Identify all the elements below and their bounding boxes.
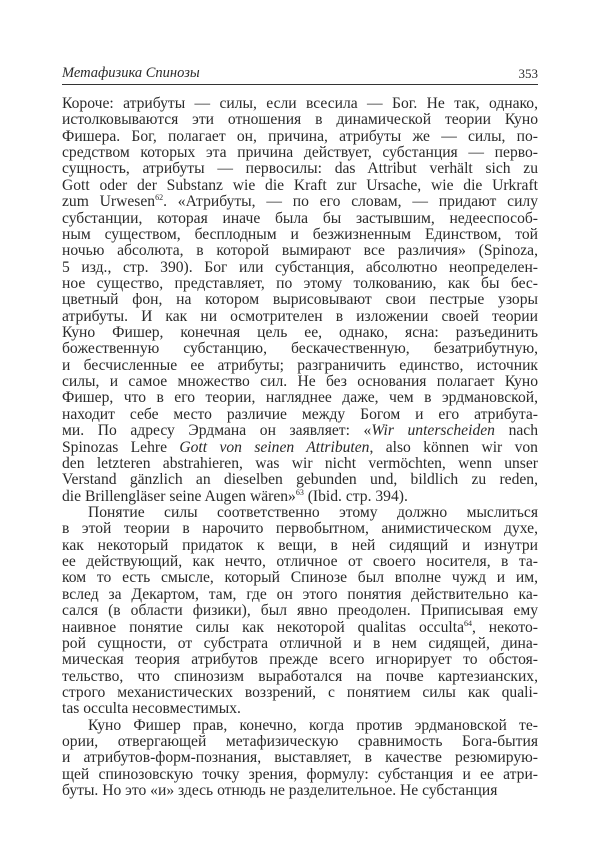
text-segment: ком то есть смысле, который Спинозе был вполне чужд и им, [62, 569, 538, 587]
text-segment: средством которых эта причина действует, субстанция — перво- [62, 144, 538, 162]
text-segment: Verstand gänzlich an dieselben gebunden und, bildlich zu reden, [62, 471, 538, 489]
text-line [62, 570, 538, 586]
text-segment: Фишера. Бог, полагает он, причина, атрибуты же — силы, по- [62, 127, 538, 145]
italic-text: Gott von seinen Attributen [179, 438, 370, 456]
text-segment: щей спинозовскую точку зрения, формулу: субстанция и ее атри- [62, 765, 538, 783]
text-line [62, 750, 538, 766]
text-segment: в этой теории в нарочито первобытном, анимистическом духе, [62, 520, 538, 538]
text-segment: ным существом, бесплодным и безжизненным Единством, той [62, 225, 538, 243]
text-line [62, 718, 538, 734]
text-line [62, 603, 538, 619]
paragraph [62, 718, 538, 800]
text-segment: (Ibid. стр. 394). [303, 487, 408, 505]
text-segment: и атрибутов-форм-познания, выставляет, в качестве резюмирую- [62, 749, 538, 767]
text-segment: тельство, что спинозизм выработался на почве картезианских, [62, 667, 538, 685]
text-line [62, 211, 538, 227]
text-segment: Короче: атрибуты — силы, если всесила — Бог. Не так, однако, [62, 95, 538, 112]
text-segment: 5 изд., стр. 390). Бог или субстанция, абсолютно неопределен- [62, 258, 538, 276]
text-segment: и бесчисленные ее атрибуты; разграничить единство, источник [62, 356, 538, 374]
text-segment: истолковываются эти отношения в динамической теории Куно [62, 111, 538, 129]
text-line [62, 538, 538, 554]
text-line [62, 227, 538, 243]
text-segment: ночью абсолюта, в которой вымирают все различия» (Spinoza, [62, 242, 538, 260]
text-segment: наивное понятие силы как некоторой qualitas occulta [62, 618, 464, 636]
text-segment: находит себе место различие между Богом и его атрибута- [62, 405, 538, 423]
text-segment: , also können wir von [369, 438, 538, 456]
text-line [62, 145, 538, 161]
text-line [62, 374, 538, 390]
text-segment: Понятие силы соответственно этому должно мыслиться [88, 503, 538, 521]
text-segment: Spinozas Lehre [62, 438, 180, 456]
text-segment: как некоторый придаток к вещи, в ней сидящий и изнутри [62, 536, 538, 554]
text-line [62, 292, 538, 308]
text-line [62, 620, 538, 636]
text-segment: буты. Но это «и» здесь отнюдь не разделительное. Не субстанция [62, 782, 498, 800]
text-line [62, 505, 538, 521]
text-line [62, 129, 538, 145]
text-segment: ее действующий, как нечто, отличное от своего носителя, в та- [62, 553, 538, 571]
text-line [62, 472, 538, 488]
text-segment: сался (в области физики), был явно преодолен. Приписывая ему [62, 602, 538, 620]
text-segment: цветный фон, на котором вырисовывают свои пестрые узоры [62, 291, 538, 309]
text-line [62, 407, 538, 423]
text-line [62, 734, 538, 750]
text-segment: сущность, атрибуты — первосилы: das Attribut verhält sich zu [62, 160, 538, 178]
text-line [62, 243, 538, 259]
text-segment: ное существо, представляет, по этому толкованию, как бы бес- [62, 274, 538, 292]
text-segment: мическая теория атрибутов прежде всего игнорирует то обстоя- [62, 651, 538, 669]
text-line [62, 636, 538, 652]
text-segment: строго механистических воззрений, с понятием силы как quali- [62, 683, 538, 701]
text-line [62, 783, 538, 799]
text-line [62, 325, 538, 341]
text-segment: die Brillengläser seine Augen wären» [62, 487, 296, 505]
text-segment: ории, отвергающей метафизическую сравнимость Бога-бытия [62, 733, 538, 751]
text-segment: вслед за Декартом, там, где он этого понятия действительно ка- [62, 585, 538, 603]
text-line [62, 309, 538, 325]
text-line [62, 456, 538, 472]
page-number: 353 [518, 66, 538, 81]
text-line [62, 194, 538, 210]
text-segment: ми. По адресу Эрдмана он заявляет: « [62, 422, 372, 440]
text-line [62, 685, 538, 701]
text-line [62, 260, 538, 276]
running-title: Метафизика Спинозы [62, 65, 200, 81]
text-line [62, 587, 538, 603]
text-line [62, 96, 538, 112]
body-text [62, 96, 538, 799]
text-line [62, 161, 538, 177]
text-line [62, 701, 538, 717]
text-line [62, 178, 538, 194]
text-segment: Gott oder der Substanz wie die Kraft zur Ursache, wie die Urkraft [62, 176, 538, 194]
text-line [62, 440, 538, 456]
running-header [62, 64, 538, 85]
text-segment: субстанции, которая иначе была бы застывшим, недееспособ- [62, 209, 538, 227]
text-segment: nach [494, 422, 538, 440]
text-segment: силы, и самое множество сил. Не без основания полагает Куно [62, 373, 538, 391]
text-line [62, 669, 538, 685]
text-line [62, 652, 538, 668]
text-segment: , некото- [472, 618, 538, 636]
text-line [62, 112, 538, 128]
text-line [62, 554, 538, 570]
text-line [62, 341, 538, 357]
text-segment: den letzteren abstrahieren, was wir nicht vermöchten, wenn unser [62, 454, 538, 472]
text-line [62, 489, 538, 505]
text-segment: zum Urwesen [62, 193, 156, 211]
footnote-ref[interactable]: 64 [464, 618, 472, 628]
text-segment: Куно Фишер, конечная цель ее, однако, ясна: разъединить [62, 324, 538, 342]
text-segment: . «Атрибуты, — по его словам, — придают силу [163, 193, 539, 211]
text-line [62, 767, 538, 783]
text-segment: атрибуты. И как ни осмотрителен в изложении своей теории [62, 307, 538, 325]
text-line [62, 276, 538, 292]
text-segment: рой сущности, от субстрата отличной и в нем сидящей, дина- [62, 634, 538, 652]
footnote-ref[interactable]: 63 [295, 487, 304, 497]
text-line [62, 390, 538, 406]
text-line [62, 423, 538, 439]
text-segment: Фишер, что в его теории, нагляднее даже, чем в эрдмановской, [62, 389, 538, 407]
paragraph [62, 505, 538, 718]
text-segment: Куно Фишер прав, конечно, когда против эрдмановской те- [88, 716, 538, 734]
text-segment: божественную субстанцию, бескачественную, безатрибутную, [62, 340, 538, 358]
text-segment: tas occulta несовместимых. [62, 700, 241, 718]
text-line [62, 358, 538, 374]
paragraph [62, 96, 538, 505]
text-line [62, 521, 538, 537]
italic-text: Wir unterscheiden [371, 422, 495, 440]
footnote-ref[interactable]: 62 [155, 193, 164, 203]
